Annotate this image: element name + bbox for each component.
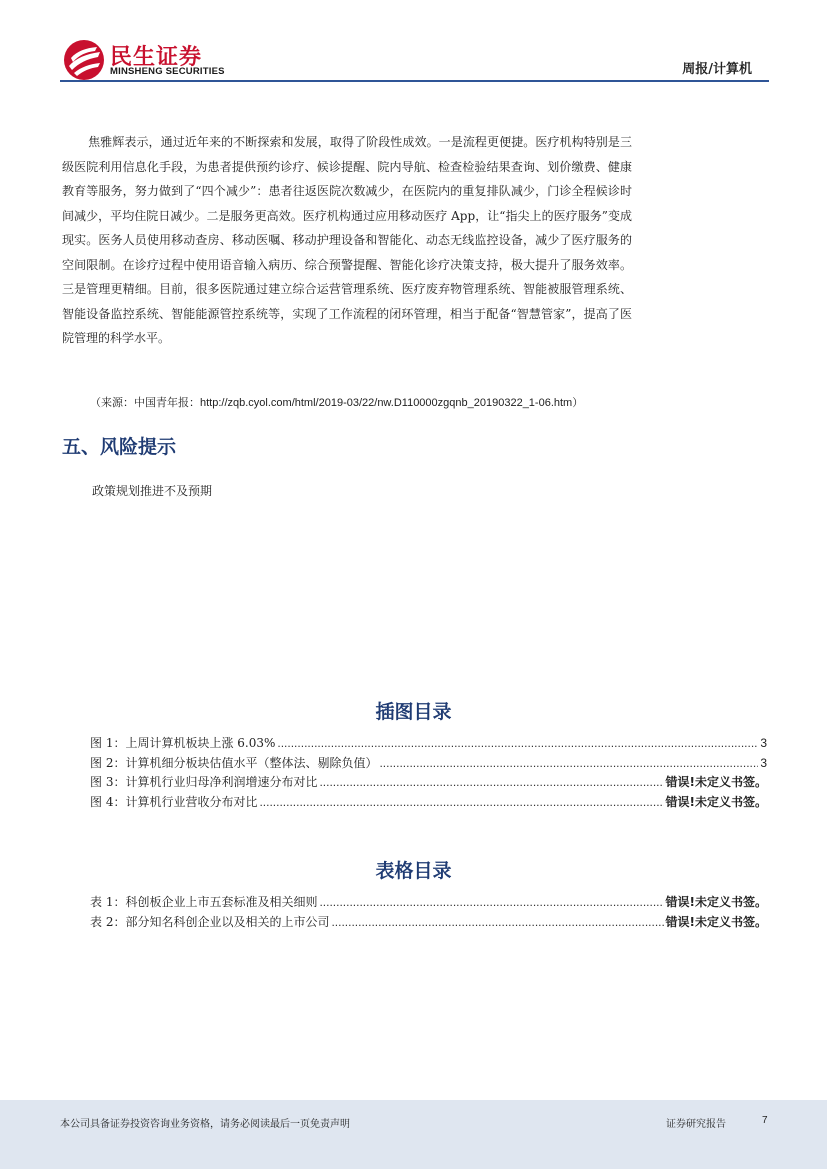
toc-entry-label: 图 4：计算机行业营收分布对比 bbox=[90, 795, 258, 809]
footer-page-number: 7 bbox=[762, 1115, 768, 1126]
toc-leader-dots bbox=[277, 736, 758, 750]
figure-toc-title: 插图目录 bbox=[375, 701, 452, 723]
footer-report-type: 证券研究报告 bbox=[666, 1119, 726, 1130]
source-suffix: ） bbox=[572, 396, 584, 409]
footer-disclaimer: 本公司具备证券投资咨询业务资格，请务必阅读最后一页免责声明 bbox=[60, 1119, 350, 1130]
company-logo bbox=[62, 38, 252, 82]
toc-entry-label: 表 1：科创板企业上市五套标准及相关细则 bbox=[90, 895, 318, 909]
source-prefix: （来源：中国青年报： bbox=[90, 396, 200, 409]
body-paragraph bbox=[62, 130, 632, 351]
logo-chinese-name: 民生证券 bbox=[110, 45, 203, 70]
logo-english-name: MINSHENG SECURITIES bbox=[110, 66, 225, 77]
toc-entry-page: 错误!未定义书签。 bbox=[665, 895, 767, 909]
toc-entry-page: 3 bbox=[760, 756, 767, 770]
source-citation bbox=[90, 394, 583, 410]
toc-entry-label: 图 2：计算机细分板块估值水平（整体法、剔除负值） bbox=[90, 756, 378, 770]
paragraph-text: 焦雅辉表示，通过近年来的不断探索和发展，取得了阶段性成效。一是流程更便捷。医疗机构特别是三级医院利用信息化手段，为患者提供预约诊疗、候诊提醒、院内导航、检查检验结果查询、划价缴费、健康教育等服务，努力做到了“四个减少”：患者往返医院次数减少，在医院内的重复排队减少，门诊全程候诊时间减少，平均住院日减少。二是服务更高效。医疗机构通过应用移动医疗 App，让“指尖上的医疗服务”变成现实。医务人员使用移动查房、移动医嘱、移动护理设备和智能化、动态无线监控设备，减少了医疗服务的空间限制。在诊疗过程中使用语音输入病历、综合预警提醒、智能化诊疗决策支持，极大提升了服务效率。三是管理更精细。目前，很多医院通过建立综合运营管理系统、医疗废弃物管理系统、智能被服管理系统、智能设备监控系统、智能能源管控系统等，实现了工作流程的闭环管理，相当于配备“智慧管家”，提高了医院管理的科学水平。 bbox=[62, 135, 632, 345]
toc-leader-dots bbox=[319, 895, 663, 909]
toc-entry-page: 错误!未定义书签。 bbox=[665, 795, 767, 809]
toc-leader-dots bbox=[379, 756, 758, 770]
section-heading-risk: 五、风险提示 bbox=[62, 436, 177, 458]
header-divider bbox=[60, 80, 769, 82]
toc-entry-page: 错误!未定义书签。 bbox=[665, 775, 767, 789]
toc-entry-label: 图 3：计算机行业归母净利润增速分布对比 bbox=[90, 775, 318, 789]
page-footer bbox=[0, 1100, 827, 1169]
toc-leader-dots bbox=[331, 915, 663, 929]
source-url-link[interactable]: http://zqb.cyol.com/html/2019-03/22/nw.D110000zgqnb_20190322_1-06.htm bbox=[200, 397, 573, 409]
document-category: 周报/计算机 bbox=[682, 62, 752, 77]
toc-leader-dots bbox=[259, 795, 663, 809]
table-toc-entry-2[interactable] bbox=[90, 913, 767, 931]
toc-entry-page: 错误!未定义书签。 bbox=[665, 915, 767, 929]
figure-toc-entry-4[interactable] bbox=[90, 793, 767, 811]
figure-toc-entry-3[interactable] bbox=[90, 773, 767, 791]
figure-toc-entry-2[interactable] bbox=[90, 754, 767, 772]
toc-entry-page: 3 bbox=[760, 736, 767, 750]
toc-entry-label: 图 1：上周计算机板块上涨 6.03% bbox=[90, 736, 276, 750]
risk-text: 政策规划推进不及预期 bbox=[92, 484, 213, 498]
minsheng-logo-icon bbox=[62, 38, 106, 82]
page-header bbox=[0, 0, 827, 90]
toc-leader-dots bbox=[319, 775, 663, 789]
table-toc-entry-1[interactable] bbox=[90, 893, 767, 911]
table-toc-title: 表格目录 bbox=[375, 860, 452, 882]
figure-toc-entry-1[interactable] bbox=[90, 734, 767, 752]
toc-entry-label: 表 2：部分知名科创企业以及相关的上市公司 bbox=[90, 915, 330, 929]
